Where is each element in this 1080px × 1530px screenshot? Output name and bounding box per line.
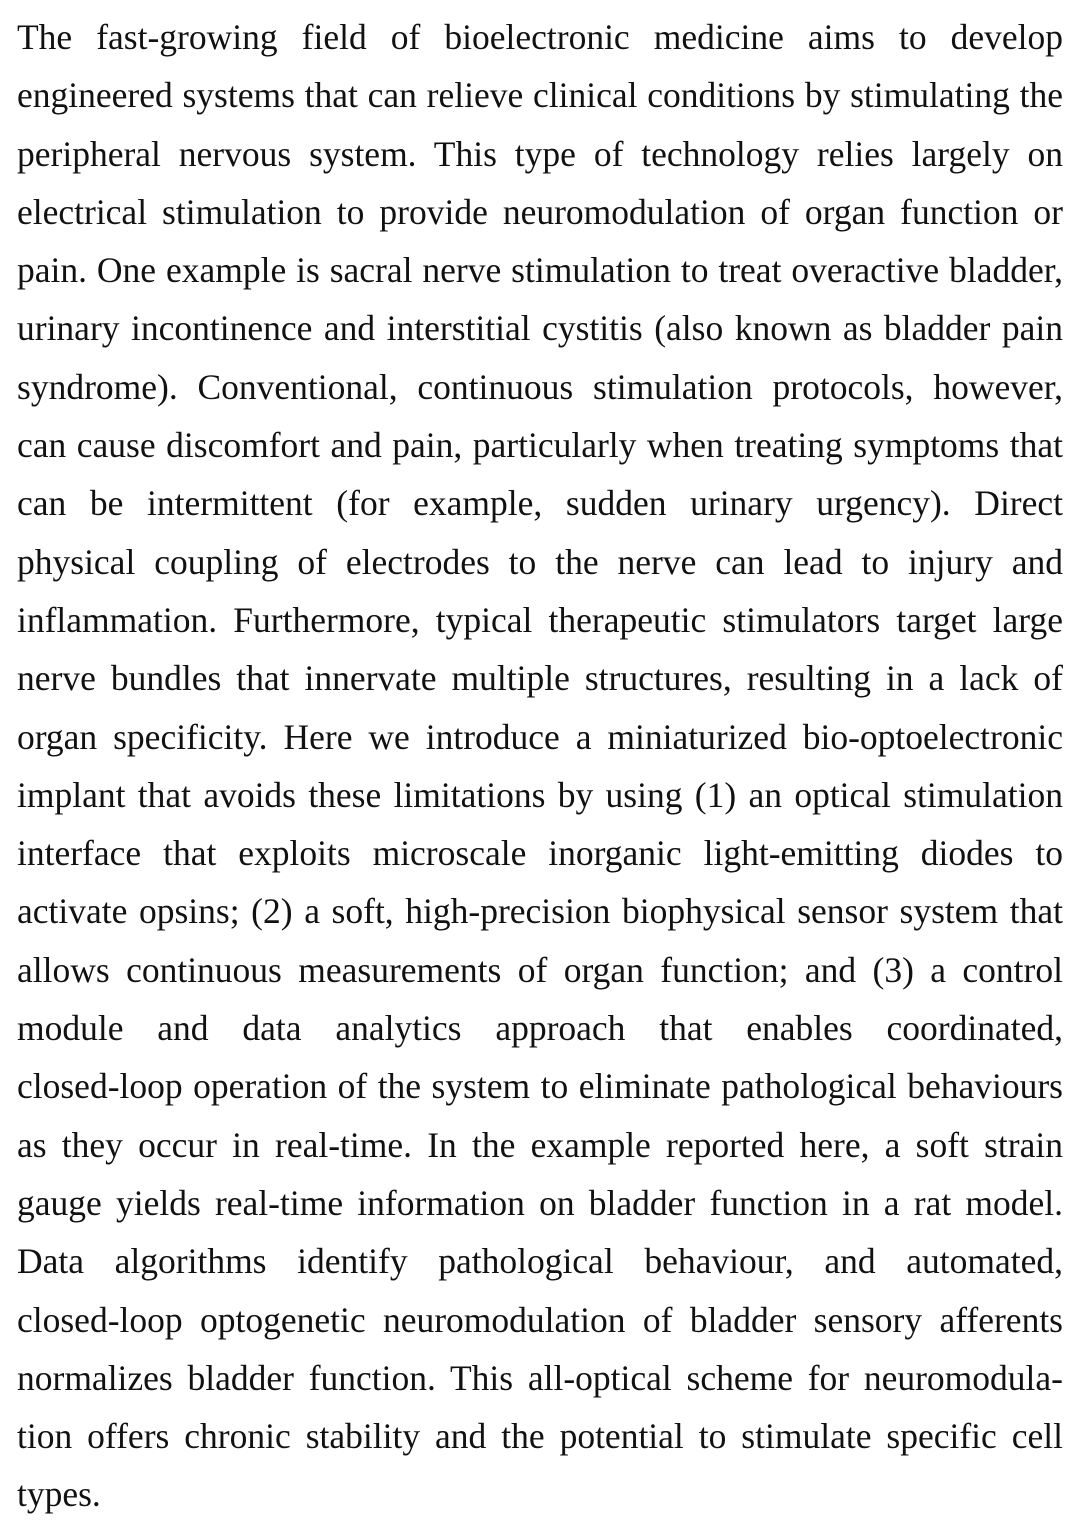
text-line: syndrome). Conventional, continuous stimulation protocols, however, [17,366,1063,407]
text-line: engineered systems that can relieve clinical conditions by stimulating the [17,75,1063,116]
text-line: inflammation. Furthermore, typical therapeutic stimulators target large [17,599,1063,640]
text-line: normalizes bladder function. This all-optical scheme for neuromodula- [17,1357,1063,1398]
text-line: pain. One example is sacral nerve stimulation to treat overactive bladder, [17,250,1063,291]
text-line: closed-loop operation of the system to eliminate pathological behaviours [17,1066,1063,1107]
text-line: peripheral nervous system. This type of technology relies largely on [17,133,1063,174]
text-line: electrical stimulation to provide neuromodulation of organ function or [17,191,1063,232]
text-line: can be intermittent (for example, sudden urinary urgency). Direct [17,483,1063,524]
text-line: implant that avoids these limitations by using (1) an optical stimulation [17,774,1063,815]
text-line: The fast-growing field of bioelectronic medicine aims to develop [17,17,1063,57]
text-line: as they occur in real-time. In the example reported here, a soft strain [17,1124,1063,1165]
text-line: allows continuous measurements of organ function; and (3) a control [17,949,1063,990]
text-line: activate opsins; (2) a soft, high-precision biophysical sensor system that [17,891,1063,932]
text-line: physical coupling of electrodes to the nerve can lead to injury and [17,541,1063,582]
text-line: interface that exploits microscale inorganic light-emitting diodes to [17,833,1063,874]
text-line: can cause discomfort and pain, particularly when treating symptoms that [17,425,1063,466]
text-line: gauge yields real-time information on bladder function in a rat model. [17,1182,1063,1223]
text-line: urinary incontinence and interstitial cystitis (also known as bladder pain [17,308,1063,349]
text-line: tion offers chronic stability and the potential to stimulate specific cell [17,1416,1063,1457]
text-line: types. [17,1474,101,1515]
text-line: nerve bundles that innervate multiple structures, resulting in a lack of [17,658,1063,699]
abstract-paragraph [17,14,1063,1530]
text-line: organ specificity. Here we introduce a miniaturized bio-optoelectronic [17,716,1063,757]
text-line: closed-loop optogenetic neuromodulation of bladder sensory afferents [17,1299,1063,1340]
text-line: Data algorithms identify pathological behaviour, and automated, [17,1241,1063,1282]
text-line: module and data analytics approach that enables coordinated, [17,1008,1063,1049]
